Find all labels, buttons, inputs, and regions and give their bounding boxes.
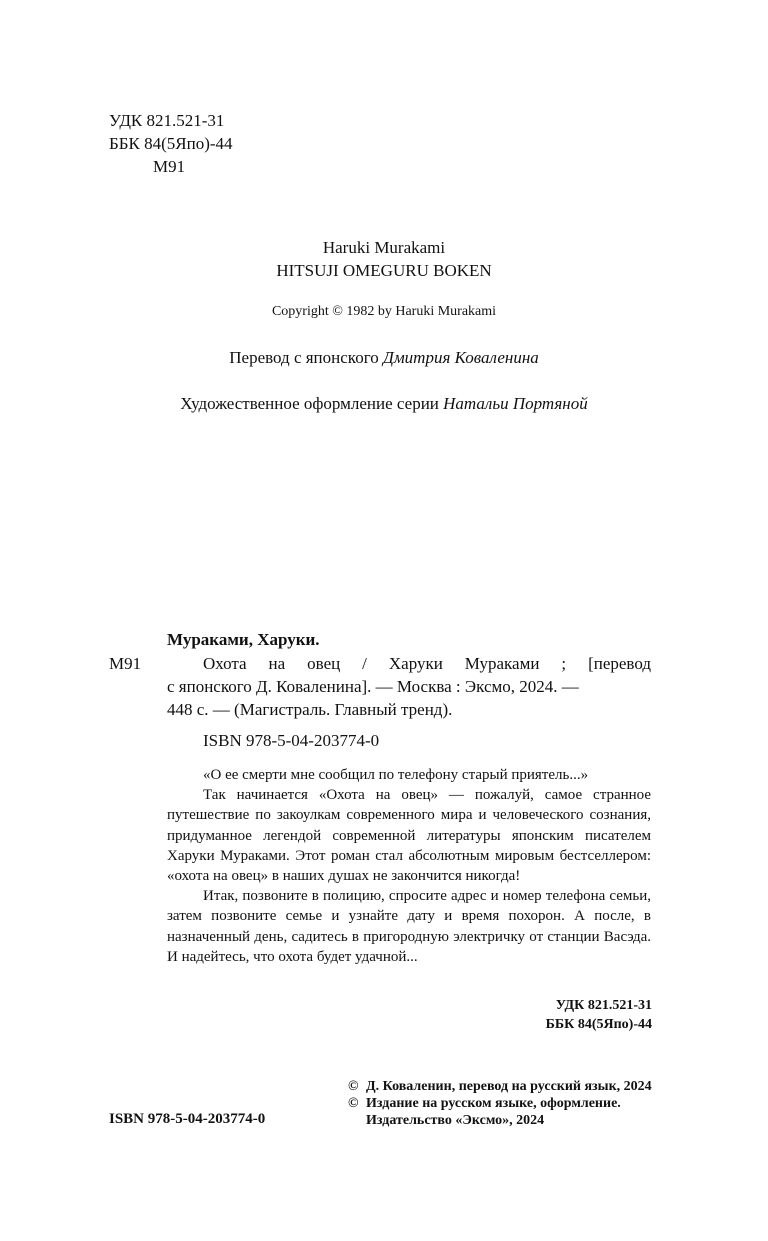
bibliographic-record (167, 652, 651, 721)
footer-codes (546, 996, 652, 1034)
udk-code: УДК 821.521-31 (109, 111, 225, 130)
rights-block (348, 1078, 652, 1129)
design-prefix: Художественное оформление серии (180, 394, 439, 413)
original-title: HITSUJI OMEGURU BOKEN (276, 261, 492, 280)
rights-line-2 (348, 1095, 652, 1112)
annotation-paragraph-1: Так начинается «Охота на овец» — пожалуй, самое странное путешествие по закоулкам современного мира и человеческого сознания, придуманное легендой современной литературы японским писателем Харуки Мураками. Этот роман стал абсолютным мировым бестселлером: «охота на овец» в наших душах не закончится никогда! (167, 787, 651, 885)
catalog-author-heading: Мураками, Харуки. (167, 630, 320, 649)
classification-codes (109, 109, 233, 178)
copyright-symbol: © (348, 1079, 359, 1094)
footer-isbn: ISBN 978-5-04-203774-0 (109, 1111, 266, 1127)
copyright-symbol: © (348, 1096, 359, 1111)
footer-bbk: ББК 84(5Япо)-44 (545, 1017, 652, 1032)
translator-name: Дмитрия Коваленина (383, 348, 539, 367)
rights-edition: Издание на русском языке, оформление. (366, 1096, 621, 1111)
rights-translation: Д. Коваленин, перевод на русский язык, 2024 (366, 1079, 652, 1094)
catalog-isbn: ISBN 978-5-04-203774-0 (203, 731, 380, 750)
bib-line-3: 448 с. — (Магистраль. Главный тренд). (167, 700, 453, 719)
copyright-line: Copyright © 1982 by Haruki Murakami (271, 304, 497, 319)
bib-line-1: Охота на овец / Харуки Мураками ; [перевод (203, 654, 651, 673)
designer-name: Натальи Портяной (443, 394, 588, 413)
footer-udk: УДК 821.521-31 (555, 998, 652, 1013)
translation-prefix: Перевод с японского (229, 348, 379, 367)
annotation-quote: «О ее смерти мне сообщил по телефону старый приятель...» (203, 767, 589, 783)
design-credit (0, 394, 768, 414)
translation-credit (0, 348, 768, 368)
rights-line-3 (348, 1112, 652, 1129)
annotation-paragraph-2: Итак, позвоните в полицию, спросите адрес и номер телефона семьи, затем позвоните семье и узнайте дату и время похорон. А после, в назначенный день, садитесь в пригородную электричку от станции Васэда. И надейтесь, что охота будет удачной... (167, 888, 651, 965)
bbk-code: ББК 84(5Япо)-44 (109, 134, 233, 153)
original-title-block (0, 236, 768, 282)
original-author: Haruki Murakami (322, 238, 446, 257)
rights-publisher: Издательство «Эксмо», 2024 (366, 1113, 545, 1128)
bib-line-2: с японского Д. Коваленина]. — Москва : Эксмо, 2024. — (167, 677, 579, 696)
catalog-mark: М91 (109, 654, 142, 673)
annotation (167, 765, 651, 967)
rights-line-1 (348, 1078, 652, 1095)
author-mark: М91 (153, 157, 186, 176)
